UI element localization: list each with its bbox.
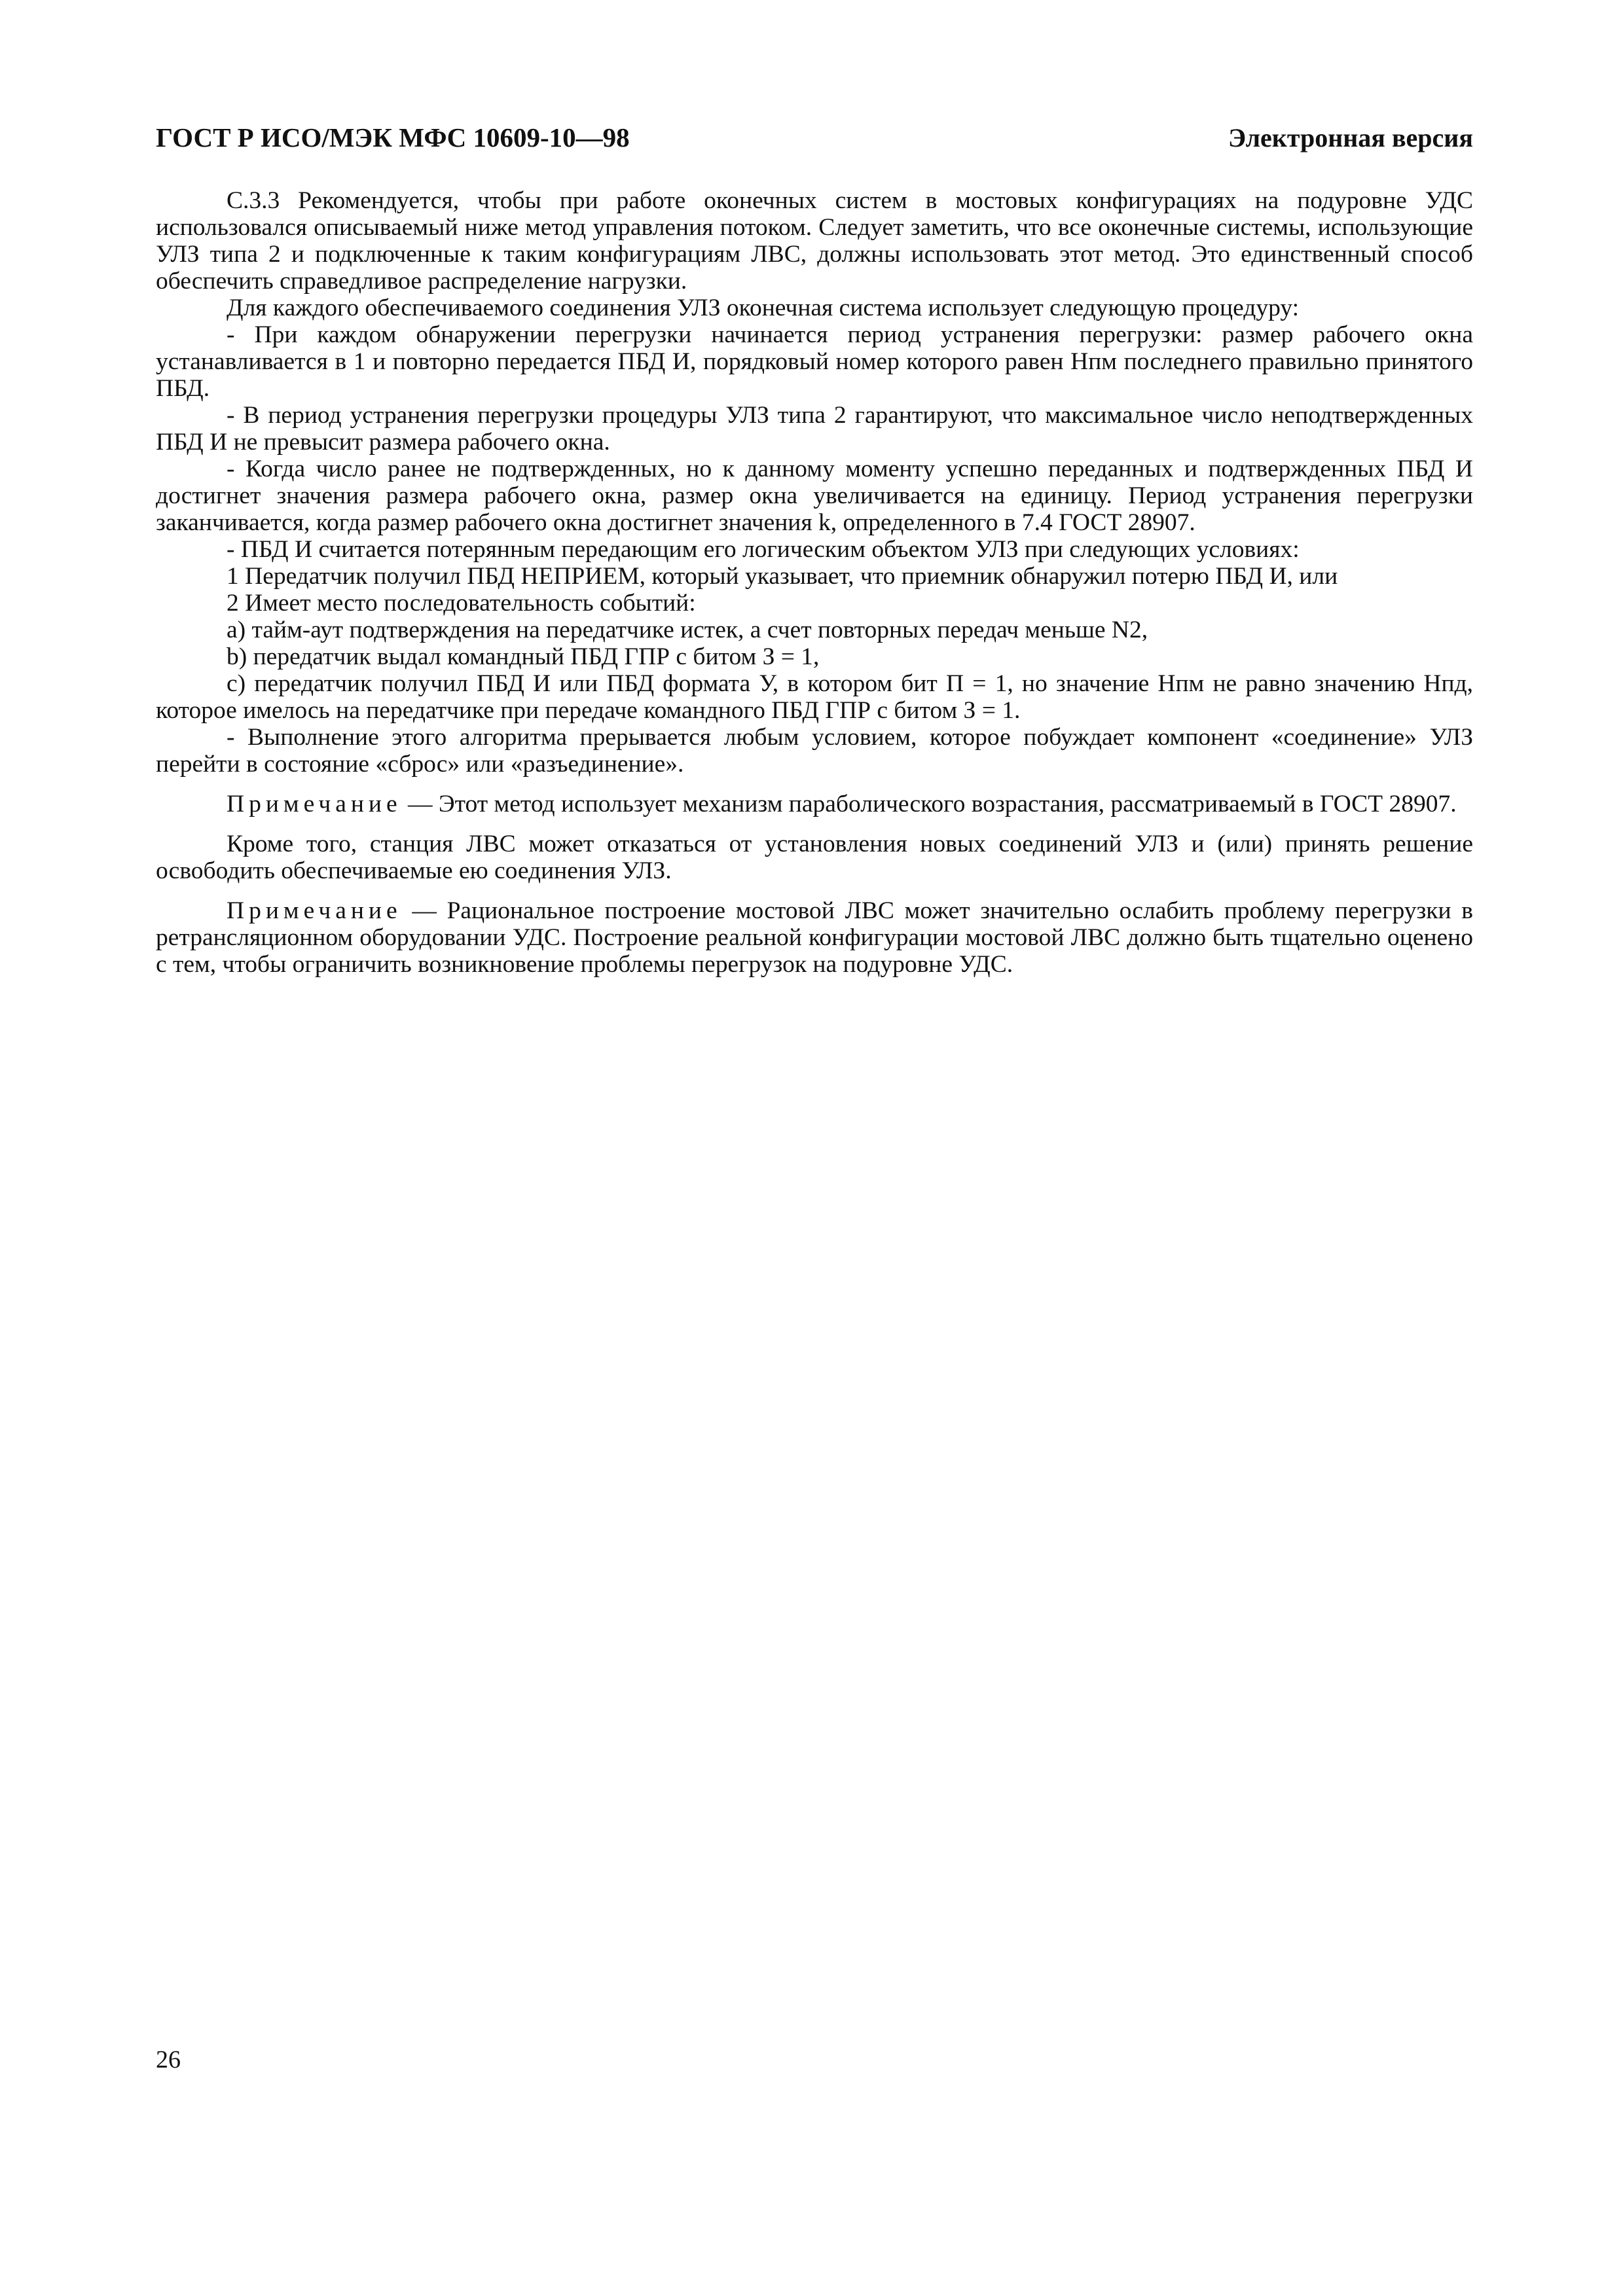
- paragraph: С.3.3 Рекомендуется, чтобы при работе оконечных систем в мостовых конфигурациях на подуровне УДС использовался описываемый ниже метод управления потоком. Следует заметить, что все оконечные системы, использующие УЛЗ типа 2 и подключенные к таким конфигурациям ЛВС, должны использовать этот метод. Это единственный способ обеспечить справедливое распределение нагрузки.: [156, 187, 1473, 295]
- paragraph: 2 Имеет место последовательность событий:: [227, 590, 696, 617]
- page-header: [156, 122, 1473, 161]
- note-text: — Рациональное построение мостовой ЛВС может значительно ослабить проблему перегрузки в ретрансляционном оборудовании УДС. Построение реальной конфигурации мостовой ЛВС должно быть тщательно оценено с тем, чтобы ограничить возникновение проблемы перегрузок на подуровне УДС.: [156, 897, 1473, 978]
- paragraph: 1 Передатчик получил ПБД НЕПРИЕМ, который указывает, что приемник обнаружил потерю ПБД И, или: [227, 563, 1338, 590]
- document-designation: ГОСТ Р ИСО/МЭК МФС 10609-10—98: [156, 122, 630, 152]
- note: [156, 791, 1473, 817]
- paragraph: - В период устранения перегрузки процедуры УЛЗ типа 2 гарантируют, что максимальное число неподтвержденных ПБД И не превысит размера рабочего окна.: [156, 402, 1473, 456]
- note-text: — Этот метод использует механизм параболического возрастания, рассматриваемый в ГОСТ 28907.: [408, 791, 1457, 817]
- note: [156, 897, 1473, 978]
- paragraph: - Выполнение этого алгоритма прерывается любым условием, которое побуждает компонент «соединение» УЛЗ перейти в состояние «сброс» или «разъединение».: [156, 724, 1473, 778]
- note-label: Примечание: [227, 897, 402, 924]
- paragraph: - Когда число ранее не подтвержденных, но к данному моменту успешно переданных и подтвержденных ПБД И достигнет значения размера рабочего окна, размер окна увеличивается на единицу. Период устранения перегрузки заканчивается, когда размер рабочего окна достигнет значения k, определенного в 7.4 ГОСТ 28907.: [156, 456, 1473, 536]
- paragraph: - ПБД И считается потерянным передающим его логическим объектом УЛЗ при следующих условиях:: [227, 536, 1300, 563]
- document-body: [156, 187, 1473, 978]
- version-label: Электронная версия: [1228, 123, 1473, 152]
- list-item: c) передатчик получил ПБД И или ПБД формата У, в котором бит П = 1, но значение Нпм не равно значению Нпд, которое имелось на передатчике при передаче командного ПБД ГПР с битом З = 1.: [156, 670, 1473, 724]
- note-label: Примечание: [227, 791, 402, 817]
- paragraph: Кроме того, станция ЛВС может отказаться от установления новых соединений УЛЗ и (или) принять решение освободить обеспечиваемые ею соединения УЛЗ.: [156, 831, 1473, 884]
- paragraph: - При каждом обнаружении перегрузки начинается период устранения перегрузки: размер рабочего окна устанавливается в 1 и повторно передается ПБД И, порядковый номер которого равен Нпм последнего правильно принятого ПБД.: [156, 321, 1473, 402]
- page-number: 26: [156, 2046, 181, 2073]
- list-item: a) тайм-аут подтверждения на передатчике истек, а счет повторных передач меньше N2,: [227, 617, 1148, 643]
- list-item: b) передатчик выдал командный ПБД ГПР с битом З = 1,: [227, 643, 820, 670]
- paragraph: Для каждого обеспечиваемого соединения УЛЗ оконечная система использует следующую процедуру:: [227, 295, 1300, 321]
